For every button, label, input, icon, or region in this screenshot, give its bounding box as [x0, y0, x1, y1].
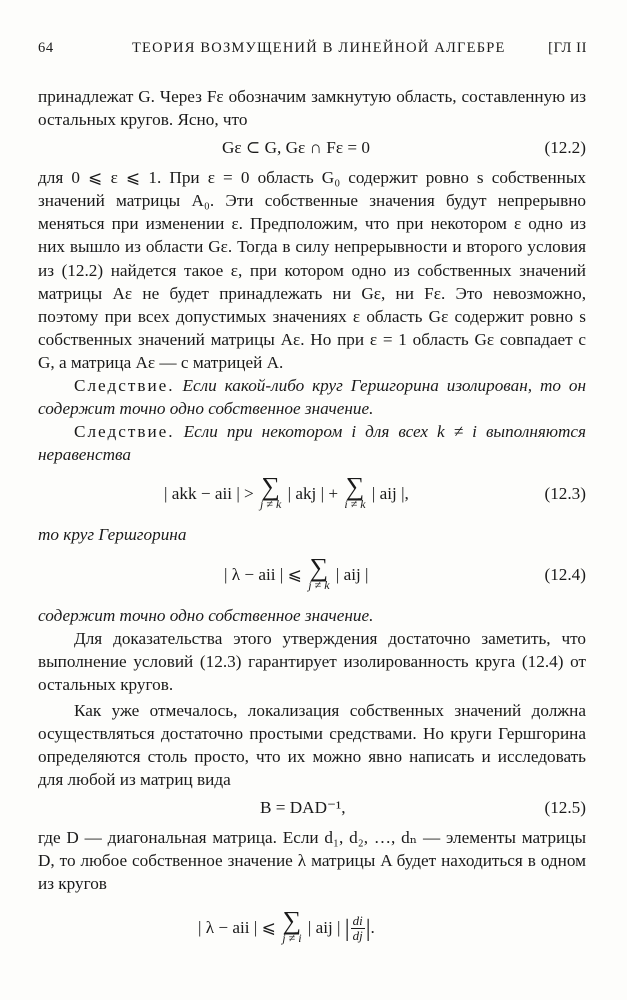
eq-12-3-lhs: | akk − aii | >	[164, 484, 254, 504]
sum-sign: ∑	[261, 472, 280, 502]
eq-circles-fraction	[351, 914, 365, 943]
corollary-1	[38, 374, 586, 420]
sum-subscript: j ≠ k	[260, 497, 282, 512]
eq-12-3-term-1: | akj | +	[287, 484, 339, 504]
sum-sign: ∑	[309, 552, 329, 582]
eq-circles-term: | aij |	[307, 917, 341, 937]
corollary-2	[38, 420, 586, 466]
sum-subscript: i ≠ k	[344, 497, 366, 512]
equation-circles-formula	[198, 900, 375, 957]
fraction-numerator: di	[352, 913, 363, 929]
eq-circles-sum	[282, 905, 302, 945]
paragraph-4: Как уже отмечалось, локализация собственных значений должна осуществляться достаточно простыми средствами. Но круги Гершгорина определяются столь просто, что их можно явно написать и исследовать для любой из матриц вида	[38, 700, 586, 790]
equation-12-4	[38, 549, 586, 601]
equation-circles	[38, 900, 586, 956]
paragraph-3: Для доказательства этого утверждения достаточно заметить, что выполнение условий (12.3) гарантирует изолированность круга (12.4) от остальных кругов.	[38, 628, 586, 694]
corollary-2-text: Если при некотором i для всех k ≠ i выполняются неравенства	[38, 422, 586, 465]
sum-sign: ∑	[282, 905, 302, 935]
sum-subscript: j ≠ k	[308, 577, 330, 592]
equation-12-3	[38, 468, 586, 520]
paragraph-1: принадлежат G. Через Fε обозначим замкнутую область, составленную из остальных кругов. Ясно, что	[38, 87, 586, 130]
chapter-label: [ГЛ II	[548, 40, 587, 56]
eq-12-3-sum-2	[344, 472, 366, 512]
eq-circles-lhs: | λ − aii | ⩽	[198, 917, 276, 937]
eq-circles-end: .	[370, 917, 375, 937]
corollary-1-label: Следствие.	[74, 376, 175, 396]
paragraph-2: для 0 ⩽ ε ⩽ 1. При ε = 0 область G₀ содержит ровно s собственных значений матрицы A₀. Эти собственные значения будут непрерывно меняться при изменении ε. Предположим, что при некотором ε одно из них вышло из области Gε. Тогда в силу непрерывности и второго условия из (12.2) найдется такое ε, при котором одно из собственных значений матрицы Aε не будет принадлежать ни Gε, ни Fε. Это невозможно, поэтому при всех допустимых значениях ε область Gε содержит ровно s собственных значений матрицы Aε. Но при ε = 1 область Gε совпадает с G, а матрица Aε — с матрицей A.	[38, 168, 586, 372]
circle-line-text: то круг Гершгорина	[38, 525, 187, 545]
corollary-1-text: Если какой-либо круг Гершгорина изолирован, то он содержит точно одно собственное значение.	[38, 376, 587, 419]
equation-12-3-number: (12.3)	[544, 484, 586, 504]
eq-12-4-sum	[308, 552, 330, 592]
equation-12-5	[38, 793, 586, 823]
eq-circles-bar-left: |	[344, 915, 350, 942]
contains-line	[38, 604, 586, 627]
page-body	[38, 85, 586, 959]
eq-12-3-term-2: | aij |,	[371, 484, 409, 504]
circle-line	[38, 523, 586, 546]
running-header	[38, 40, 587, 62]
fraction-denominator: dj	[352, 928, 363, 944]
paragraph-5: где D — диагональная матрица. Если d₁, d₂, …, dₙ — элементы матрицы D, то любое собственное значение λ матрицы A будет находиться в одном из кругов	[38, 828, 586, 894]
equation-12-3-formula	[164, 468, 409, 520]
sum-sign: ∑	[345, 472, 365, 502]
contains-line-text: содержит точно одно собственное значение.	[38, 605, 374, 625]
corollary-2-label: Следствие.	[74, 422, 175, 442]
sum-subscript: j ≠ i	[282, 930, 302, 945]
eq-12-4-term: | aij |	[335, 564, 369, 584]
running-title: ТЕОРИЯ ВОЗМУЩЕНИЙ В ЛИНЕЙНОЙ АЛГЕБРЕ	[132, 40, 506, 56]
equation-12-4-formula	[224, 549, 368, 601]
equation-12-4-number: (12.4)	[544, 564, 586, 584]
equation-12-2	[38, 133, 586, 163]
equation-12-5-number: (12.5)	[544, 798, 586, 818]
equation-12-5-formula: B = DAD⁻¹,	[260, 798, 346, 818]
equation-12-2-number: (12.2)	[544, 138, 586, 158]
equation-12-2-formula: Gε ⊂ G, Gε ∩ Fε = 0	[222, 138, 370, 158]
eq-12-3-sum-1	[260, 472, 282, 512]
page-number: 64	[38, 40, 54, 56]
eq-12-4-lhs: | λ − aii | ⩽	[224, 564, 302, 584]
eq-circles-bar-right: |	[365, 915, 371, 942]
